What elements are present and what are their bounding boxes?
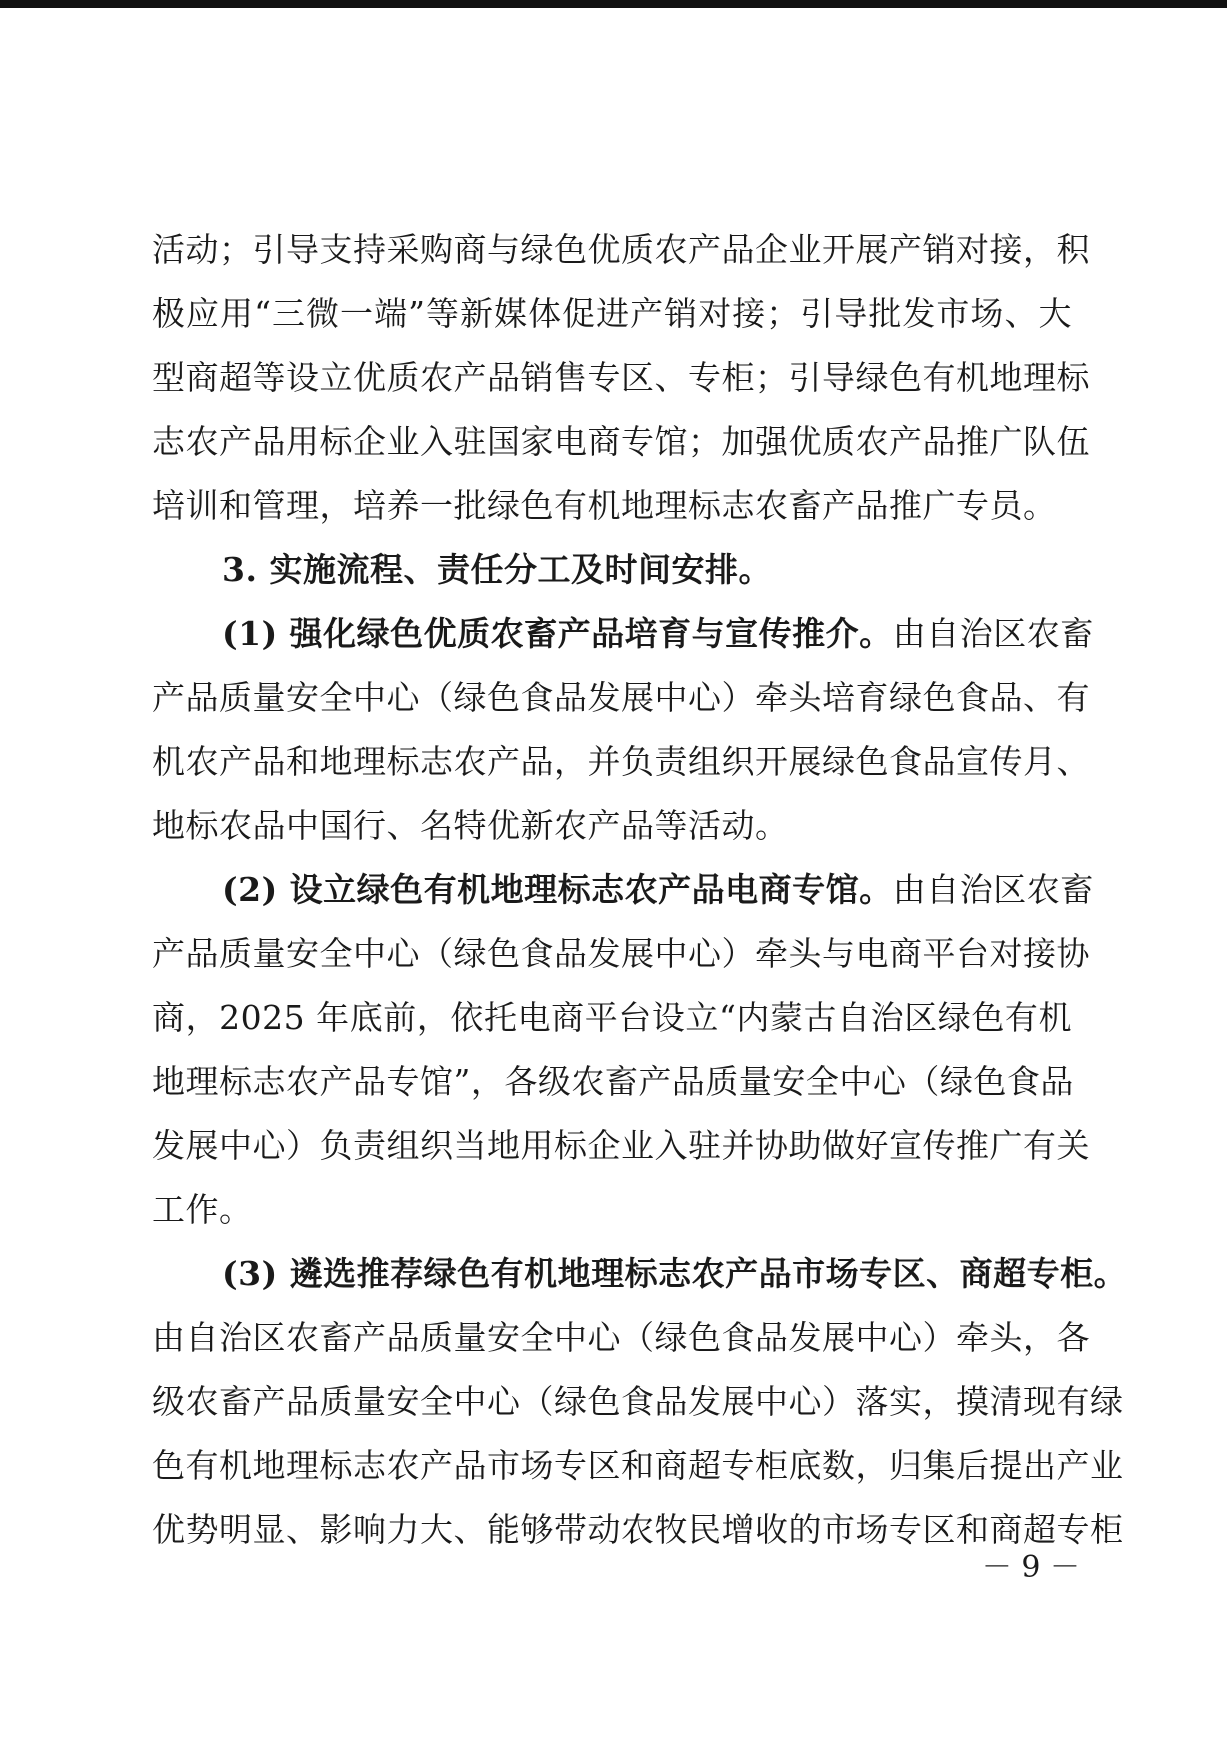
body-line: 型商超等设立优质农产品销售专区、专柜；引导绿色有机地理标: [152, 358, 1090, 397]
item-2-line: 工作。: [152, 1190, 253, 1229]
section-heading-3: 3. 实施流程、责任分工及时间安排。: [222, 550, 772, 589]
body-line: 极应用“三微一端”等新媒体促进产销对接；引导批发市场、大: [152, 294, 1072, 333]
item-3-line: 由自治区农畜产品质量安全中心（绿色食品发展中心）牵头，各: [152, 1318, 1090, 1357]
body-line: 培训和管理，培养一批绿色有机地理标志农畜产品推广专员。: [152, 486, 1057, 525]
item-2-line: 产品质量安全中心（绿色食品发展中心）牵头与电商平台对接协: [152, 934, 1090, 973]
item-1-line: 产品质量安全中心（绿色食品发展中心）牵头培育绿色食品、有: [152, 678, 1090, 717]
item-3-line: 优势明显、影响力大、能够带动农牧民增收的市场专区和商超专柜: [152, 1510, 1124, 1549]
item-3-heading: (3) 遴选推荐绿色有机地理标志农产品市场专区、商超专柜。: [222, 1254, 1128, 1293]
item-2-line: 发展中心）负责组织当地用标企业入驻并协助做好宣传推广有关: [152, 1126, 1090, 1165]
item-1-first-rest: 由自治区农畜: [892, 614, 1094, 653]
item-3-line: 色有机地理标志农产品市场专区和商超专柜底数，归集后提出产业: [152, 1446, 1124, 1485]
item-2-line: 商，2025 年底前，依托电商平台设立“内蒙古自治区绿色有机: [152, 998, 1072, 1037]
item-2-heading: (2) 设立绿色有机地理标志农产品电商专馆。: [222, 870, 893, 909]
page-number: － 9 －: [981, 1550, 1080, 1585]
document-body: [152, 218, 1128, 1562]
item-2-first-line: [152, 858, 1094, 922]
body-line: 志农产品用标企业入驻国家电商专馆；加强优质农产品推广队伍: [152, 422, 1090, 461]
item-3-line: 级农畜产品质量安全中心（绿色食品发展中心）落实，摸清现有绿: [152, 1382, 1124, 1421]
item-1-line: 地标农品中国行、名特优新农产品等活动。: [152, 806, 789, 845]
item-2-first-rest: 由自治区农畜: [892, 870, 1094, 909]
item-1-first-line: [152, 602, 1094, 666]
item-2-line: 地理标志农产品专馆”，各级农畜产品质量安全中心（绿色食品: [152, 1062, 1074, 1101]
scan-top-edge: [0, 0, 1227, 8]
item-1-line: 机农产品和地理标志农产品，并负责组织开展绿色食品宣传月、: [152, 742, 1090, 781]
body-line: 活动；引导支持采购商与绿色优质农产品企业开展产销对接，积: [152, 230, 1090, 269]
item-1-heading: (1) 强化绿色优质农畜产品培育与宣传推介。: [222, 614, 893, 653]
